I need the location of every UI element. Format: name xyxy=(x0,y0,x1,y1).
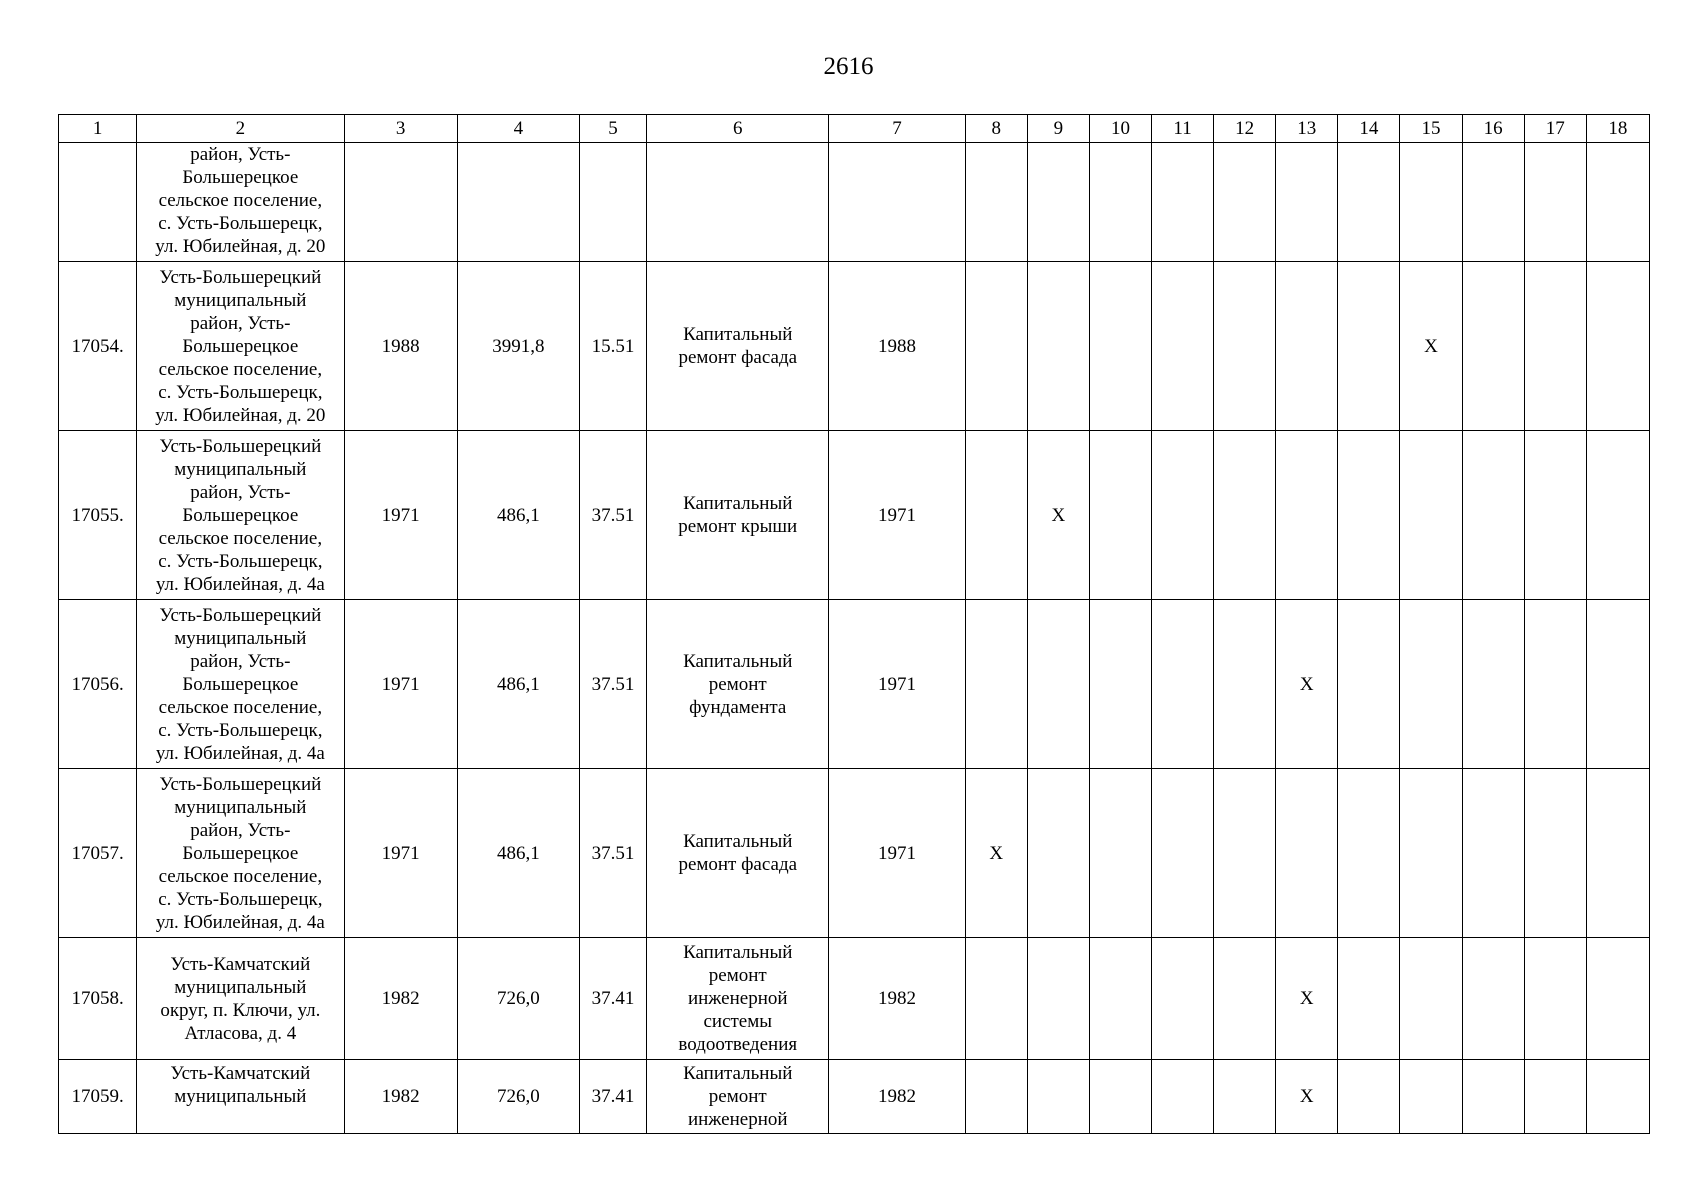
mark-cell-col-13 xyxy=(1276,143,1338,262)
column-header-8: 8 xyxy=(965,115,1027,143)
column-header-5: 5 xyxy=(579,115,646,143)
mark-cell-col-11 xyxy=(1152,143,1214,262)
mark-cell-col-18 xyxy=(1586,1060,1649,1134)
mark-cell-col-8 xyxy=(965,431,1027,600)
area-cell: 486,1 xyxy=(457,431,579,600)
mark-cell-col-15 xyxy=(1400,431,1462,600)
mark-cell-col-16 xyxy=(1462,262,1524,431)
column-header-2: 2 xyxy=(137,115,344,143)
table-row xyxy=(59,262,1650,431)
page-number: 2616 xyxy=(823,53,874,80)
mark-cell-col-13: X xyxy=(1276,1060,1338,1134)
mark-cell-col-18 xyxy=(1586,769,1649,938)
column-header-18: 18 xyxy=(1586,115,1649,143)
mark-cell-col-15 xyxy=(1400,143,1462,262)
mark-cell-col-15 xyxy=(1400,769,1462,938)
commissioning-year-cell: 1982 xyxy=(344,938,457,1060)
area-cell: 726,0 xyxy=(457,1060,579,1134)
work-type-cell: Капитальный ремонт инженерной xyxy=(647,1060,829,1134)
mark-cell-col-17 xyxy=(1524,938,1586,1060)
mark-cell-col-16 xyxy=(1462,769,1524,938)
work-type-cell: Капитальный ремонт фундамента xyxy=(647,600,829,769)
mark-cell-col-9 xyxy=(1027,262,1089,431)
year-cell: 1971 xyxy=(829,769,965,938)
mark-cell-col-9 xyxy=(1027,938,1089,1060)
mark-cell-col-10 xyxy=(1089,431,1151,600)
row-number-cell: 17056. xyxy=(59,600,137,769)
work-type-cell: Капитальный ремонт фасада xyxy=(647,262,829,431)
mark-cell-col-17 xyxy=(1524,431,1586,600)
mark-cell-col-15 xyxy=(1400,938,1462,1060)
mark-cell-col-8 xyxy=(965,600,1027,769)
row-number-cell: 17058. xyxy=(59,938,137,1060)
column-header-11: 11 xyxy=(1152,115,1214,143)
area-cell: 486,1 xyxy=(457,600,579,769)
mark-cell-col-18 xyxy=(1586,143,1649,262)
work-type-cell: Капитальный ремонт инженерной системы водоотведения xyxy=(647,938,829,1060)
work-type-cell xyxy=(647,143,829,262)
mark-cell-col-13: X xyxy=(1276,600,1338,769)
mark-cell-col-8: X xyxy=(965,769,1027,938)
mark-cell-col-8 xyxy=(965,1060,1027,1134)
mark-cell-col-12 xyxy=(1214,1060,1276,1134)
mark-cell-col-18 xyxy=(1586,600,1649,769)
mark-cell-col-13 xyxy=(1276,431,1338,600)
code-cell: 37.51 xyxy=(579,431,646,600)
mark-cell-col-17 xyxy=(1524,769,1586,938)
mark-cell-col-9 xyxy=(1027,1060,1089,1134)
mark-cell-col-10 xyxy=(1089,769,1151,938)
mark-cell-col-13 xyxy=(1276,769,1338,938)
mark-cell-col-8 xyxy=(965,143,1027,262)
code-cell: 37.51 xyxy=(579,600,646,769)
mark-cell-col-14 xyxy=(1338,1060,1400,1134)
commissioning-year-cell: 1971 xyxy=(344,769,457,938)
address-cell: Усть-Большерецкий муниципальный район, Усть- Большерецкое сельское поселение, с. Усть-Большерецк, ул. Юбилейная, д. 4а xyxy=(137,431,344,600)
mark-cell-col-17 xyxy=(1524,1060,1586,1134)
mark-cell-col-11 xyxy=(1152,431,1214,600)
mark-cell-col-9: X xyxy=(1027,431,1089,600)
mark-cell-col-12 xyxy=(1214,143,1276,262)
mark-cell-col-15: X xyxy=(1400,262,1462,431)
row-number-cell: 17059. xyxy=(59,1060,137,1134)
mark-cell-col-16 xyxy=(1462,431,1524,600)
area-cell: 726,0 xyxy=(457,938,579,1060)
mark-cell-col-15 xyxy=(1400,1060,1462,1134)
year-cell: 1971 xyxy=(829,431,965,600)
mark-cell-col-18 xyxy=(1586,431,1649,600)
mark-cell-col-9 xyxy=(1027,143,1089,262)
address-cell: район, Усть- Большерецкое сельское поселение, с. Усть-Большерецк, ул. Юбилейная, д. 20 xyxy=(137,143,344,262)
mark-cell-col-14 xyxy=(1338,938,1400,1060)
mark-cell-col-9 xyxy=(1027,769,1089,938)
year-cell: 1982 xyxy=(829,1060,965,1134)
column-header-15: 15 xyxy=(1400,115,1462,143)
code-cell: 37.51 xyxy=(579,769,646,938)
mark-cell-col-10 xyxy=(1089,262,1151,431)
column-header-7: 7 xyxy=(829,115,965,143)
column-header-12: 12 xyxy=(1214,115,1276,143)
mark-cell-col-14 xyxy=(1338,143,1400,262)
table-row xyxy=(59,431,1650,600)
code-cell: 15.51 xyxy=(579,262,646,431)
table-row xyxy=(59,143,1650,262)
mark-cell-col-12 xyxy=(1214,600,1276,769)
mark-cell-col-14 xyxy=(1338,431,1400,600)
table-row xyxy=(59,600,1650,769)
mark-cell-col-17 xyxy=(1524,262,1586,431)
mark-cell-col-14 xyxy=(1338,262,1400,431)
mark-cell-col-12 xyxy=(1214,262,1276,431)
column-header-6: 6 xyxy=(647,115,829,143)
table-row xyxy=(59,1060,1650,1134)
area-cell: 486,1 xyxy=(457,769,579,938)
mark-cell-col-14 xyxy=(1338,600,1400,769)
mark-cell-col-16 xyxy=(1462,1060,1524,1134)
mark-cell-col-10 xyxy=(1089,938,1151,1060)
mark-cell-col-12 xyxy=(1214,769,1276,938)
mark-cell-col-14 xyxy=(1338,769,1400,938)
commissioning-year-cell xyxy=(344,143,457,262)
code-cell: 37.41 xyxy=(579,1060,646,1134)
address-cell: Усть-Камчатский муниципальный xyxy=(137,1060,344,1134)
table-row xyxy=(59,938,1650,1060)
address-cell: Усть-Большерецкий муниципальный район, Усть- Большерецкое сельское поселение, с. Усть-Большерецк, ул. Юбилейная, д. 4а xyxy=(137,600,344,769)
column-header-16: 16 xyxy=(1462,115,1524,143)
mark-cell-col-12 xyxy=(1214,431,1276,600)
mark-cell-col-10 xyxy=(1089,1060,1151,1134)
address-cell: Усть-Большерецкий муниципальный район, Усть- Большерецкое сельское поселение, с. Усть-Большерецк, ул. Юбилейная, д. 4а xyxy=(137,769,344,938)
table-row xyxy=(59,769,1650,938)
mark-cell-col-18 xyxy=(1586,938,1649,1060)
row-number-cell: 17057. xyxy=(59,769,137,938)
mark-cell-col-12 xyxy=(1214,938,1276,1060)
repair-schedule-table xyxy=(58,114,1650,1134)
mark-cell-col-17 xyxy=(1524,600,1586,769)
year-cell: 1988 xyxy=(829,262,965,431)
mark-cell-col-16 xyxy=(1462,143,1524,262)
mark-cell-col-8 xyxy=(965,262,1027,431)
address-cell: Усть-Камчатский муниципальный округ, п. Ключи, ул. Атласова, д. 4 xyxy=(137,938,344,1060)
commissioning-year-cell: 1982 xyxy=(344,1060,457,1134)
mark-cell-col-11 xyxy=(1152,1060,1214,1134)
commissioning-year-cell: 1971 xyxy=(344,600,457,769)
row-number-cell: 17055. xyxy=(59,431,137,600)
column-header-3: 3 xyxy=(344,115,457,143)
mark-cell-col-13: X xyxy=(1276,938,1338,1060)
mark-cell-col-16 xyxy=(1462,600,1524,769)
code-cell: 37.41 xyxy=(579,938,646,1060)
mark-cell-col-10 xyxy=(1089,143,1151,262)
mark-cell-col-11 xyxy=(1152,600,1214,769)
address-cell: Усть-Большерецкий муниципальный район, Усть- Большерецкое сельское поселение, с. Усть-Большерецк, ул. Юбилейная, д. 20 xyxy=(137,262,344,431)
mark-cell-col-13 xyxy=(1276,262,1338,431)
column-header-13: 13 xyxy=(1276,115,1338,143)
year-cell: 1971 xyxy=(829,600,965,769)
work-type-cell: Капитальный ремонт фасада xyxy=(647,769,829,938)
mark-cell-col-11 xyxy=(1152,938,1214,1060)
mark-cell-col-8 xyxy=(965,938,1027,1060)
mark-cell-col-11 xyxy=(1152,769,1214,938)
year-cell: 1982 xyxy=(829,938,965,1060)
area-cell: 3991,8 xyxy=(457,262,579,431)
work-type-cell: Капитальный ремонт крыши xyxy=(647,431,829,600)
mark-cell-col-16 xyxy=(1462,938,1524,1060)
mark-cell-col-17 xyxy=(1524,143,1586,262)
area-cell xyxy=(457,143,579,262)
year-cell xyxy=(829,143,965,262)
column-header-4: 4 xyxy=(457,115,579,143)
mark-cell-col-18 xyxy=(1586,262,1649,431)
column-header-17: 17 xyxy=(1524,115,1586,143)
column-header-9: 9 xyxy=(1027,115,1089,143)
code-cell xyxy=(579,143,646,262)
column-header-14: 14 xyxy=(1338,115,1400,143)
mark-cell-col-9 xyxy=(1027,600,1089,769)
row-number-cell xyxy=(59,143,137,262)
commissioning-year-cell: 1971 xyxy=(344,431,457,600)
column-header-10: 10 xyxy=(1089,115,1151,143)
mark-cell-col-11 xyxy=(1152,262,1214,431)
row-number-cell: 17054. xyxy=(59,262,137,431)
mark-cell-col-10 xyxy=(1089,600,1151,769)
commissioning-year-cell: 1988 xyxy=(344,262,457,431)
column-header-1: 1 xyxy=(59,115,137,143)
mark-cell-col-15 xyxy=(1400,600,1462,769)
table-header-row xyxy=(59,115,1650,143)
